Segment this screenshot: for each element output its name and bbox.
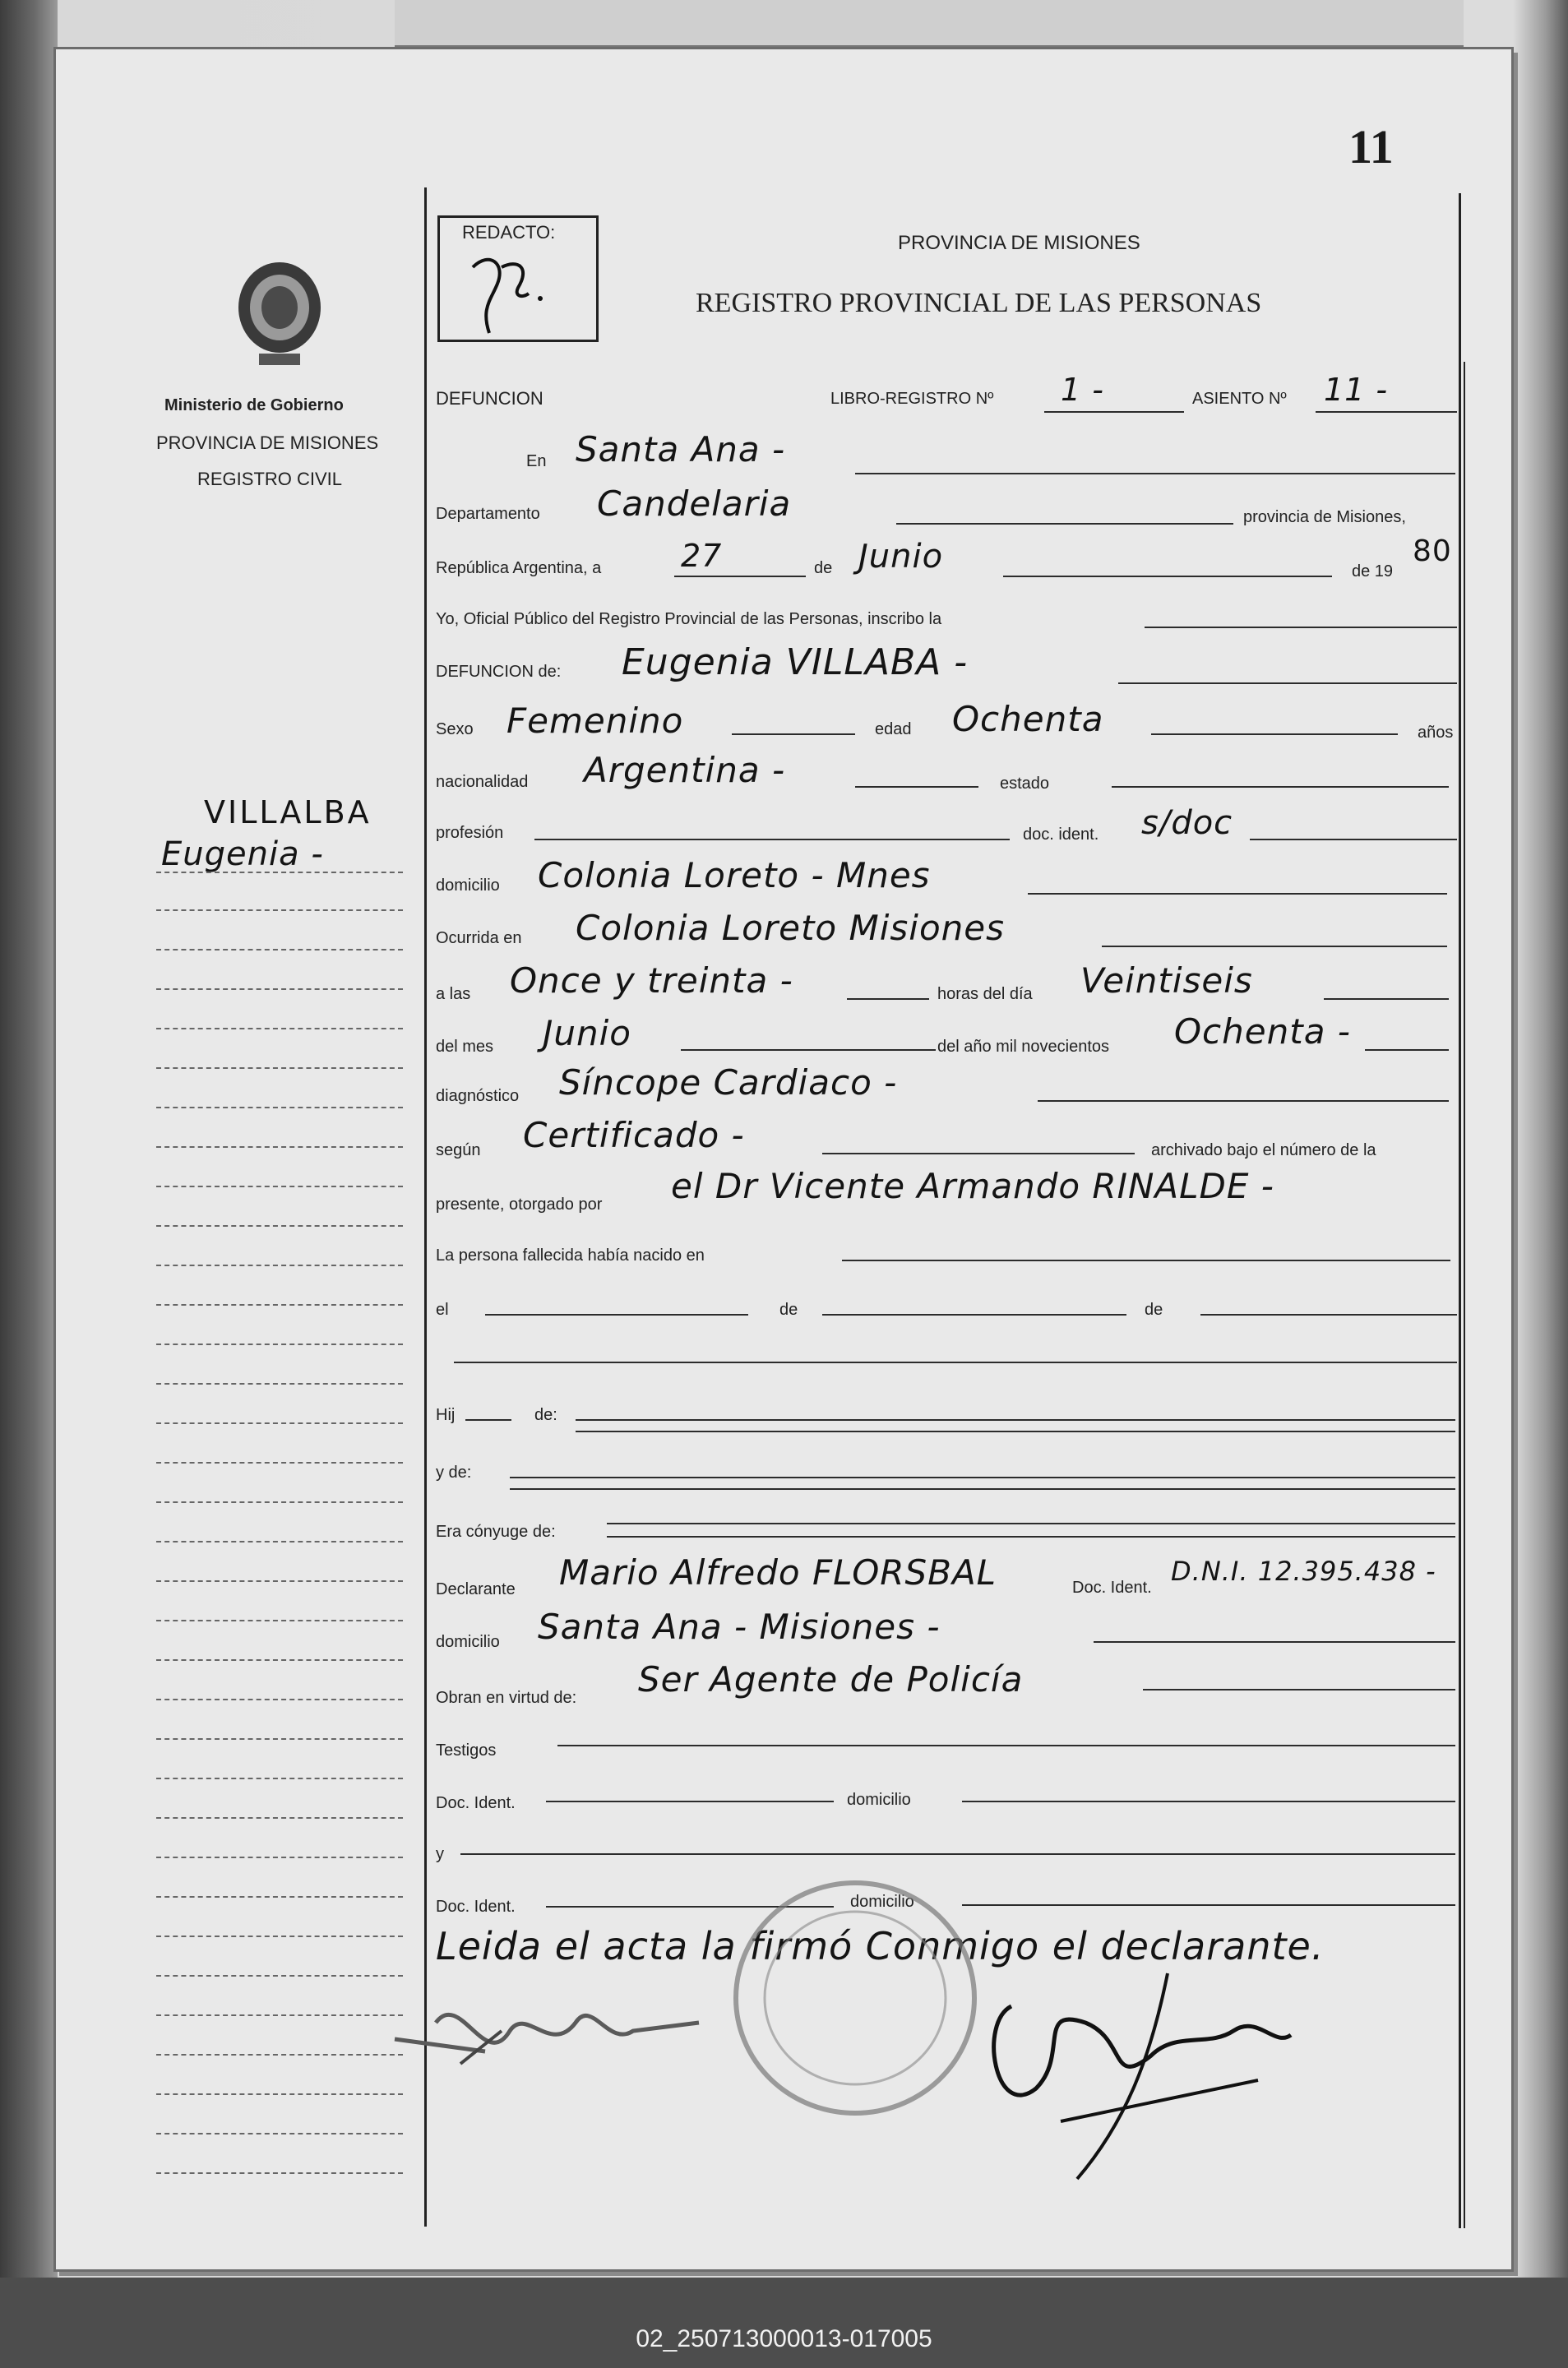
conyuge-rule-2 [607,1536,1455,1538]
de-b-label: de [1145,1301,1163,1319]
margin-line [156,1501,403,1503]
margin-line [156,1383,403,1385]
margin-line [156,1699,403,1700]
conyuge-rule [607,1523,1455,1524]
margin-line [156,1067,403,1069]
domicilio-value: Colonia Loreto - Mnes [538,855,931,895]
book-top-edge [395,0,1464,47]
asiento-rule [1316,411,1457,413]
margin-line [156,1817,403,1819]
novecientos-rule [1365,1049,1449,1051]
margin-line [156,1422,403,1424]
scan-identifier: 02_250713000013-017005 [636,2325,932,2352]
profesion-label: profesión [436,824,504,842]
margin-line [156,1146,403,1148]
margin-line [156,1778,403,1779]
defuncion-de-rule [1118,682,1457,684]
estado-label: estado [1000,775,1050,793]
testigo2-domicilio-rule [962,1904,1455,1906]
departamento-value: Candelaria [597,483,792,524]
y-label: y [436,1845,444,1863]
margin-line [156,988,403,990]
delmes-rule [681,1049,936,1051]
margin-line [156,1580,403,1582]
declarante-domicilio-label: domicilio [436,1633,500,1651]
defuncion-de-label: DEFUNCION de: [436,663,562,681]
y-rule [460,1853,1455,1855]
sexo-label: Sexo [436,720,474,738]
page-number: 11 [1348,120,1394,173]
dia-value: 27 [681,538,723,574]
novecientos-value: Ochenta - [1174,1011,1351,1052]
margin-line [156,2054,403,2056]
declarante-doc-label: Doc. Ident. [1072,1579,1152,1597]
header-province: PROVINCIA DE MISIONES [898,232,1140,254]
hij-de-label: de: [534,1406,557,1424]
margin-line [156,1186,403,1187]
scan-bottom-strip [0,2278,1568,2368]
obran-value: Ser Agente de Policía [638,1659,1024,1700]
libro-rule [1044,411,1184,413]
de-a-rule [822,1314,1126,1316]
yde-rule-2 [510,1488,1455,1490]
declarante-domicilio-value: Santa Ana - Misiones - [538,1607,941,1647]
official-signature [962,1957,1307,2204]
margin-given-name: Eugenia - [161,835,324,873]
provincial-crest-icon [230,257,329,372]
domicilio-label: domicilio [436,876,500,895]
sexo-value: Femenino [506,701,684,741]
oficial-text: Yo, Oficial Público del Registro Provincial de las Personas, inscribo la [436,610,942,628]
obran-label: Obran en virtud de: [436,1689,577,1707]
segun-rule [822,1153,1135,1154]
deceased-name: Eugenia VILLABA - [622,641,969,683]
margin-line [156,1738,403,1740]
conyuge-label: Era cónyuge de: [436,1523,556,1541]
edad-label: edad [875,720,912,738]
margin-line [156,872,403,873]
declarante-label: Declarante [436,1580,516,1598]
segun-label: según [436,1141,481,1159]
provincia-label: provincia de Misiones, [1243,508,1406,526]
nacido-rule [842,1260,1450,1261]
margin-line [156,1620,403,1621]
horas-label: horas del día [937,985,1033,1003]
republica-label: República Argentina, a [436,559,602,577]
margin-line [156,1344,403,1345]
margin-line [156,1107,403,1108]
libro-label: LIBRO-REGISTRO Nº [830,390,994,408]
horas-rule [1324,998,1449,1000]
horas-value: Veintiseis [1080,960,1253,1001]
novecientos-label: del año mil novecientos [937,1038,1110,1056]
margin-line [156,1857,403,1858]
mes-rule [1003,576,1332,577]
oficial-rule [1145,627,1457,628]
testigo1-doc-label: Doc. Ident. [436,1794,516,1812]
ocurrida-value: Colonia Loreto Misiones [576,908,1005,948]
segun-value: Certificado - [523,1115,745,1155]
margin-line [156,949,403,950]
sidebar-province-label: PROVINCIA DE MISIONES [156,432,379,453]
header-registry-title: REGISTRO PROVINCIAL DE LAS PERSONAS [696,288,1262,318]
mes-value: Junio [858,538,944,576]
margin-line [156,1541,403,1542]
sexo-rule [732,733,855,735]
testigo2-doc-label: Doc. Ident. [436,1898,516,1916]
margin-line [156,2172,403,2174]
el-rule [485,1314,748,1316]
otorgado-value: el Dr Vicente Armando RINALDE - [671,1166,1274,1206]
margin-surname: VILLALBA [204,794,372,830]
profesion-rule [534,839,1010,840]
doc-ident-rule [1250,839,1457,840]
nacionalidad-rule [855,786,978,788]
archivado-label: archivado bajo el número de la [1151,1141,1376,1159]
ocurrida-label: Ocurrida en [436,929,522,947]
yde-label: y de: [436,1464,472,1482]
estado-rule [1112,786,1449,788]
blank-rule [454,1362,1457,1363]
el-label: el [436,1301,449,1319]
en-value: Santa Ana - [576,429,786,469]
doc-ident-value: s/doc [1141,804,1233,842]
margin-line [156,1975,403,1977]
book-spine [0,0,58,2368]
right-column-border [1459,193,1461,2228]
anos-label: años [1418,724,1454,742]
declarante-doc-value: D.N.I. 12.395.438 - [1171,1556,1436,1587]
asiento-label: ASIENTO Nº [1192,390,1287,408]
margin-line [156,1225,403,1227]
en-label: En [526,452,547,470]
hij-de-rule [576,1419,1455,1421]
hij-rule [465,1419,511,1421]
de-a-label: de [779,1301,798,1319]
doc-ident-label: doc. ident. [1023,826,1099,844]
libro-value: 1 - [1061,372,1104,408]
testigo1-doc-rule [546,1801,834,1802]
ocurrida-rule [1102,946,1447,947]
delmes-label: del mes [436,1038,494,1056]
margin-line [156,1265,403,1266]
closing-note: Leida el acta la firmó Conmigo el declarante. [436,1924,1325,1968]
margin-line [156,2014,403,2016]
obran-rule [1143,1689,1455,1690]
anio-value: 80 [1413,534,1452,568]
de19-label: de 19 [1352,562,1394,580]
delmes-value: Junio [543,1013,631,1053]
alas-rule [847,998,929,1000]
margin-line [156,1028,403,1029]
margin-line [156,909,403,911]
act-type-label: DEFUNCION [436,388,543,409]
domicilio-rule [1028,893,1447,895]
alas-value: Once y treinta - [510,960,793,1001]
right-outer-border [1464,362,1465,2228]
sidebar-registry-label: REGISTRO CIVIL [197,469,343,489]
de-b-rule [1200,1314,1457,1316]
margin-line [156,1896,403,1898]
edad-value: Ochenta [952,699,1104,739]
diagnostico-rule [1038,1100,1449,1102]
hij-label: Hij [436,1406,456,1424]
hij-de-rule-2 [576,1431,1455,1432]
nacionalidad-value: Argentina - [584,750,786,790]
dia-rule [674,576,806,577]
ministry-label: Ministerio de Gobierno [164,396,344,414]
margin-line [156,1936,403,1937]
alas-label: a las [436,985,471,1003]
testigo2-domicilio-label: domicilio [850,1893,914,1911]
declarante-domicilio-rule [1094,1641,1455,1643]
de-label: de [814,559,833,577]
departamento-rule [896,523,1233,525]
margin-line [156,1304,403,1306]
en-rule [855,473,1455,474]
margin-line [156,2133,403,2134]
edad-rule [1151,733,1398,735]
testigo1-domicilio-rule [962,1801,1455,1802]
margin-line [156,1659,403,1661]
left-column-border [424,187,427,2227]
nacido-label: La persona fallecida había nacido en [436,1246,705,1265]
margin-line [156,2093,403,2095]
declarante-value: Mario Alfredo FLORSBAL [559,1552,997,1593]
testigo1-domicilio-label: domicilio [847,1791,911,1809]
official-stamp-icon [724,1875,987,2121]
otorgado-label: presente, otorgado por [436,1196,603,1214]
asiento-value: 11 - [1324,372,1389,408]
margin-line [156,1462,403,1464]
declarant-signature [386,1973,732,2097]
redacto-label: REDACTO: [462,222,556,243]
testigos-label: Testigos [436,1741,497,1760]
departamento-label: Departamento [436,505,540,523]
testigos-rule [557,1745,1455,1746]
diagnostico-label: diagnóstico [436,1087,520,1105]
yde-rule [510,1477,1455,1478]
diagnostico-value: Síncope Cardiaco - [559,1062,898,1103]
nacionalidad-label: nacionalidad [436,773,529,791]
